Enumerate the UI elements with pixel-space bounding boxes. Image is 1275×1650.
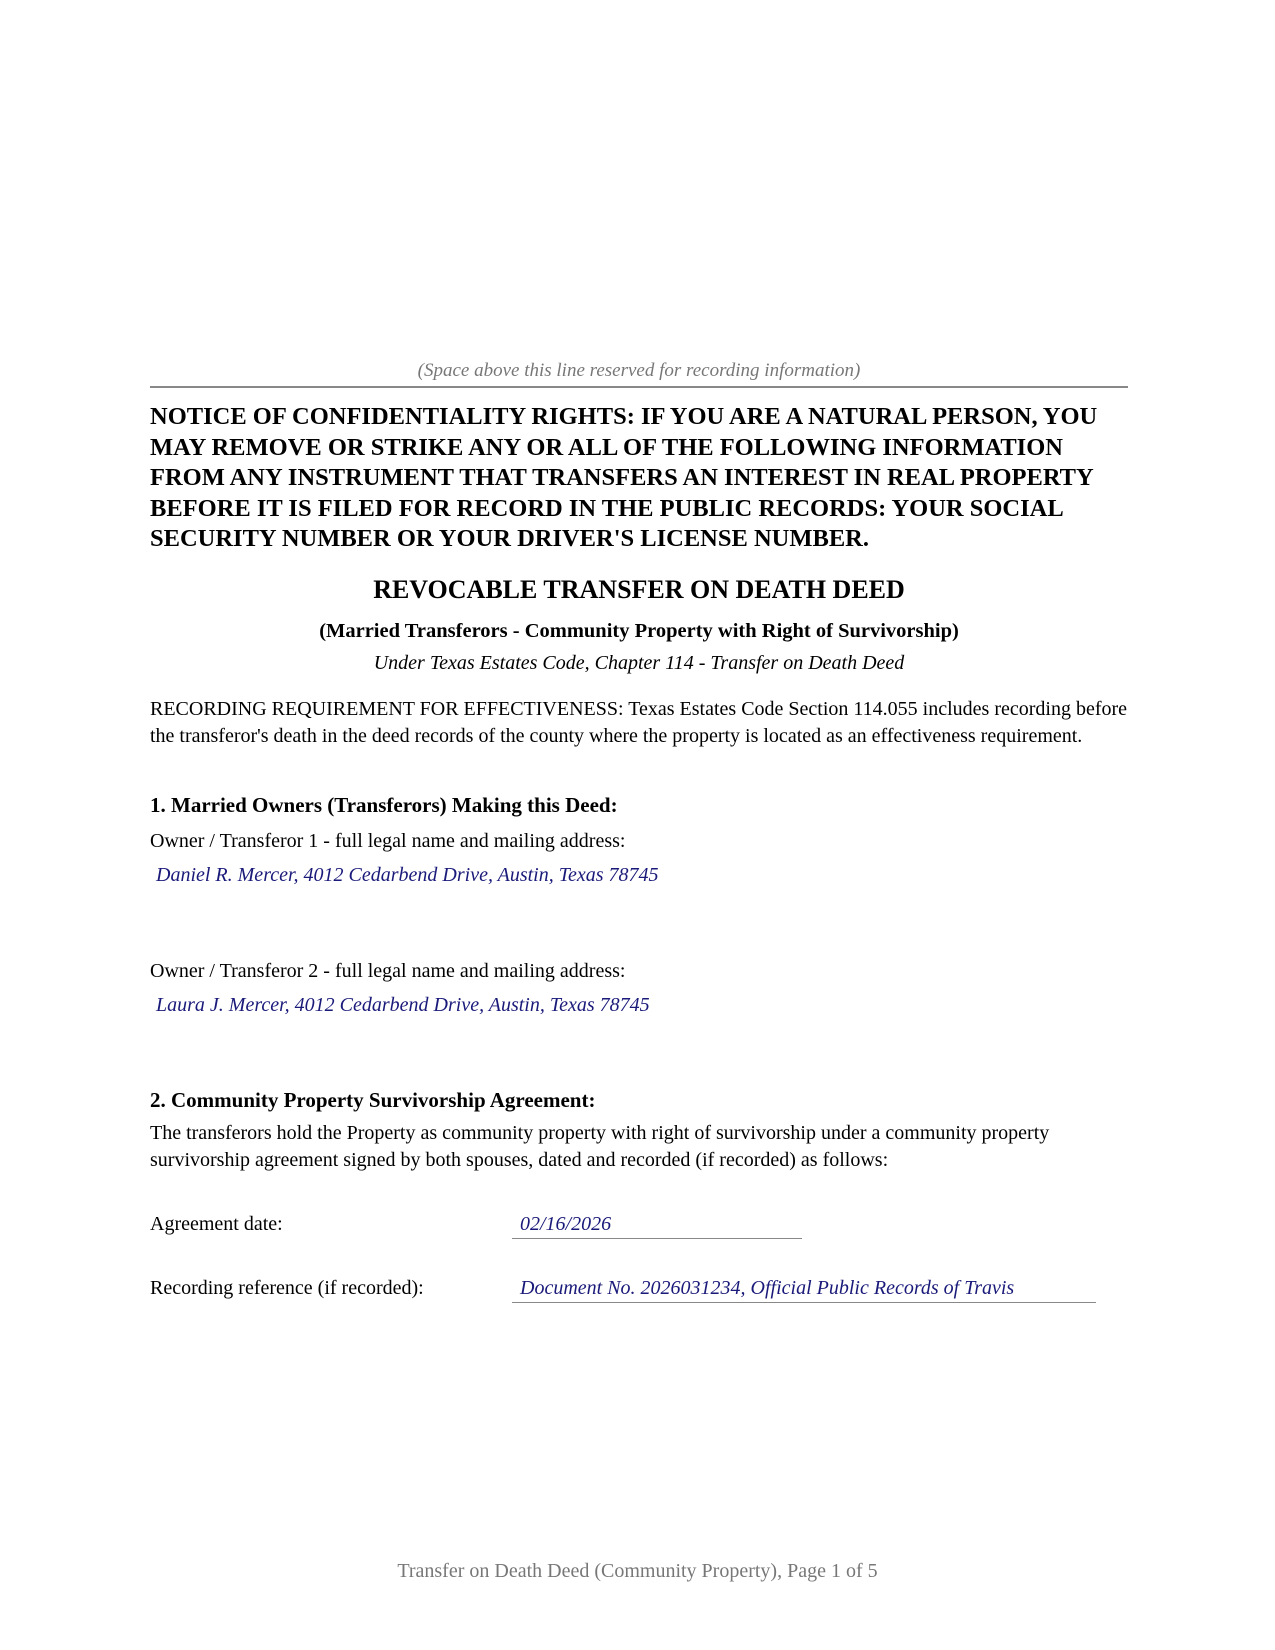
owner-1-label: Owner / Transferor 1 - full legal name and mailing address: <box>150 830 626 852</box>
survivorship-agreement-text: The transferors hold the Property as community property with right of survivorship under a community property survivorship agreement signed by both spouses, dated and recorded (if recorded) as follows: <box>150 1122 1050 1171</box>
recording-reference-field[interactable] <box>512 1272 1096 1303</box>
agreement-date-field[interactable] <box>512 1208 802 1239</box>
page-footer: Transfer on Death Deed (Community Property), Page 1 of 5 <box>397 1560 878 1582</box>
agreement-date-value: 02/16/2026 <box>520 1213 612 1235</box>
owner-2-label: Owner / Transferor 2 - full legal name and mailing address: <box>150 960 626 982</box>
recording-divider <box>150 386 1128 388</box>
recording-space-caption: (Space above this line reserved for recording information) <box>417 360 861 381</box>
recording-requirement: RECORDING REQUIREMENT FOR EFFECTIVENESS: Texas Estates Code Section 114.055 includes recording before the transferor's death in the deed records of the county where the property is located as an effectiveness requirement. <box>150 698 1128 747</box>
section-1-heading: 1. Married Owners (Transferors) Making this Deed: <box>150 793 618 817</box>
deed-title: REVOCABLE TRANSFER ON DEATH DEED <box>373 575 905 604</box>
owner-2-field[interactable]: Laura J. Mercer, 4012 Cedarbend Drive, Austin, Texas 78745 <box>156 994 650 1016</box>
confidentiality-notice: NOTICE OF CONFIDENTIALITY RIGHTS: IF YOU ARE A NATURAL PERSON, YOU MAY REMOVE OR STRIKE ANY OR ALL OF THE FOLLOWING INFORMATION FROM ANY INSTRUMENT THAT TRANSFERS AN INTEREST IN REAL PROPERTY BEFORE IT IS FILED FOR RECORD IN THE PUBLIC RECORDS: YOUR SOCIAL SECURITY NUMBER OR YOUR DRIVER'S LICENSE NUMBER. <box>150 403 1098 552</box>
agreement-date-label: Agreement date: <box>150 1213 283 1235</box>
statute-reference: Under Texas Estates Code, Chapter 114 - Transfer on Death Deed <box>373 652 905 674</box>
recording-reference-value: Document No. 2026031234, Official Public Records of Travis <box>520 1277 1015 1299</box>
section-2-heading: 2. Community Property Survivorship Agreement: <box>150 1088 596 1112</box>
recording-reference-label: Recording reference (if recorded): <box>150 1277 424 1299</box>
owner-1-field[interactable]: Daniel R. Mercer, 4012 Cedarbend Drive, Austin, Texas 78745 <box>156 864 659 886</box>
deed-subtitle: (Married Transferors - Community Property with Right of Survivorship) <box>319 620 959 642</box>
